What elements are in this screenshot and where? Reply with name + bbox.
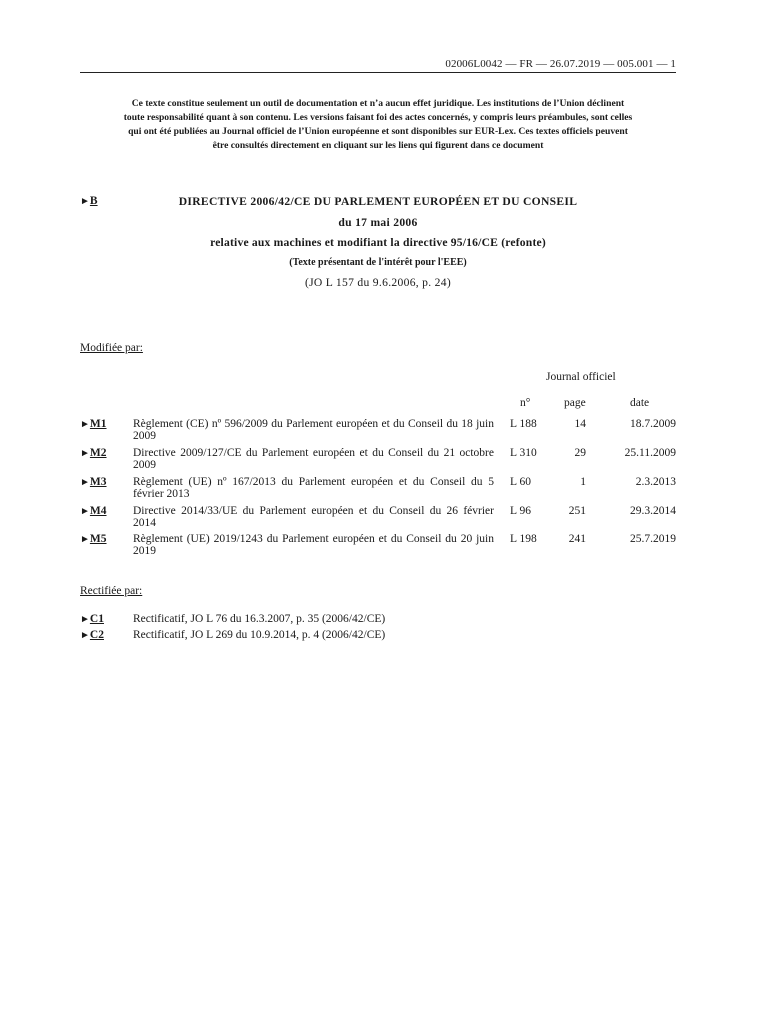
amendment-link[interactable]: M1 [89, 418, 107, 430]
amendment-row [80, 418, 676, 446]
disclaimer-line: toute responsabilité quant à son contenu. Les versions faisant foi des actes concernés, y compris leurs préambules, sont celles [123, 112, 633, 123]
oj-page: 14 [574, 418, 586, 430]
arrow-right-icon: ► [80, 614, 89, 625]
oj-number: L 60 [510, 476, 531, 488]
corrigendum-description: Rectificatif, JO L 76 du 16.3.2007, p. 35 (2006/42/CE) [133, 613, 386, 625]
corrigendum-link[interactable]: C2 [89, 629, 104, 641]
disclaimer-line: être consultés directement en cliquant sur les liens qui figurent dans ce document [212, 140, 544, 151]
oj-page: 251 [568, 505, 586, 517]
oj-date: 29.3.2014 [630, 505, 676, 517]
oj-date: 25.11.2009 [624, 447, 676, 459]
amendment-link[interactable]: M5 [89, 533, 107, 545]
amendment-row [80, 447, 676, 475]
corrigendum-description: Rectificatif, JO L 269 du 10.9.2014, p. 4 (2006/42/CE) [133, 629, 386, 641]
amendment-row [80, 476, 676, 504]
amendment-description: Règlement (UE) 2019/1243 du Parlement européen et du Conseil du 20 juin 2019 [133, 533, 494, 557]
amendment-marker [80, 476, 107, 488]
document-reference: 02006L0042 — FR — 26.07.2019 — 005.001 — 1 [445, 58, 676, 70]
amendment-marker [80, 505, 107, 517]
amendment-description: Règlement (UE) nº 167/2013 du Parlement européen et du Conseil du 5 février 2013 [133, 476, 494, 500]
oj-page: 29 [574, 447, 586, 459]
oj-number: L 188 [510, 418, 537, 430]
corrigendum-marker [80, 613, 104, 625]
oj-date: 25.7.2019 [630, 533, 676, 545]
modified-by-heading: Modifiée par: [80, 342, 143, 354]
arrow-right-icon: ► [80, 419, 89, 430]
amendment-marker [80, 533, 107, 545]
amendment-row [80, 505, 676, 533]
legal-disclaimer [80, 97, 676, 153]
amendment-description: Directive 2009/127/CE du Parlement européen et du Conseil du 21 octobre 2009 [133, 447, 494, 471]
oj-date: 2.3.2013 [635, 476, 676, 488]
amendment-link[interactable]: M2 [89, 447, 107, 459]
arrow-right-icon: ► [80, 506, 89, 517]
journal-officiel-heading: Journal officiel [546, 371, 616, 383]
directive-subject: relative aux machines et modifiant la directive 95/16/CE (refonte) [210, 236, 546, 249]
arrow-right-icon: ► [80, 630, 89, 641]
arrow-right-icon: ► [80, 534, 89, 545]
disclaimer-line: qui ont été publiées au Journal officiel de l’Union européenne et sont disponibles sur EUR-Lex. Ces textes officiels peuvent [128, 126, 628, 137]
corrigendum-marker [80, 629, 104, 641]
amendment-marker [80, 418, 107, 430]
oj-number: L 96 [510, 505, 531, 517]
amendment-row [80, 533, 676, 561]
oj-date: 18.7.2009 [630, 418, 676, 430]
amendment-marker [80, 447, 107, 459]
header-rule [80, 72, 676, 73]
directive-date: du 17 mai 2006 [338, 216, 418, 229]
corrected-by-heading: Rectifiée par: [80, 585, 143, 597]
oj-page: 241 [568, 533, 586, 545]
column-header-date: date [630, 397, 650, 409]
oj-number: L 310 [510, 447, 537, 459]
base-act-link[interactable]: B [89, 195, 98, 207]
column-header-number: n° [520, 397, 531, 409]
arrow-right-icon: ► [80, 448, 89, 459]
amendment-link[interactable]: M3 [89, 476, 107, 488]
amendment-description: Règlement (CE) nº 596/2009 du Parlement européen et du Conseil du 18 juin 2009 [133, 418, 494, 442]
column-header-page: page [564, 397, 586, 409]
arrow-right-icon: ► [80, 477, 89, 488]
amendment-link[interactable]: M4 [89, 505, 107, 517]
oj-number: L 198 [510, 533, 537, 545]
amendment-description: Directive 2014/33/UE du Parlement européen et du Conseil du 26 février 2014 [133, 505, 494, 529]
corrigendum-link[interactable]: C1 [89, 613, 104, 625]
eee-relevance-note: (Texte présentant de l'intérêt pour l'EEE) [289, 257, 467, 268]
directive-title: DIRECTIVE 2006/42/CE DU PARLEMENT EUROPÉEN ET DU CONSEIL [178, 195, 578, 208]
oj-page: 1 [580, 476, 586, 488]
disclaimer-line: Ce texte constitue seulement un outil de documentation et n’a aucun effet juridique. Les institutions de l’Union déclinent [131, 98, 625, 109]
official-journal-reference: (JO L 157 du 9.6.2006, p. 24) [304, 276, 452, 289]
arrow-right-icon: ► [80, 196, 89, 207]
